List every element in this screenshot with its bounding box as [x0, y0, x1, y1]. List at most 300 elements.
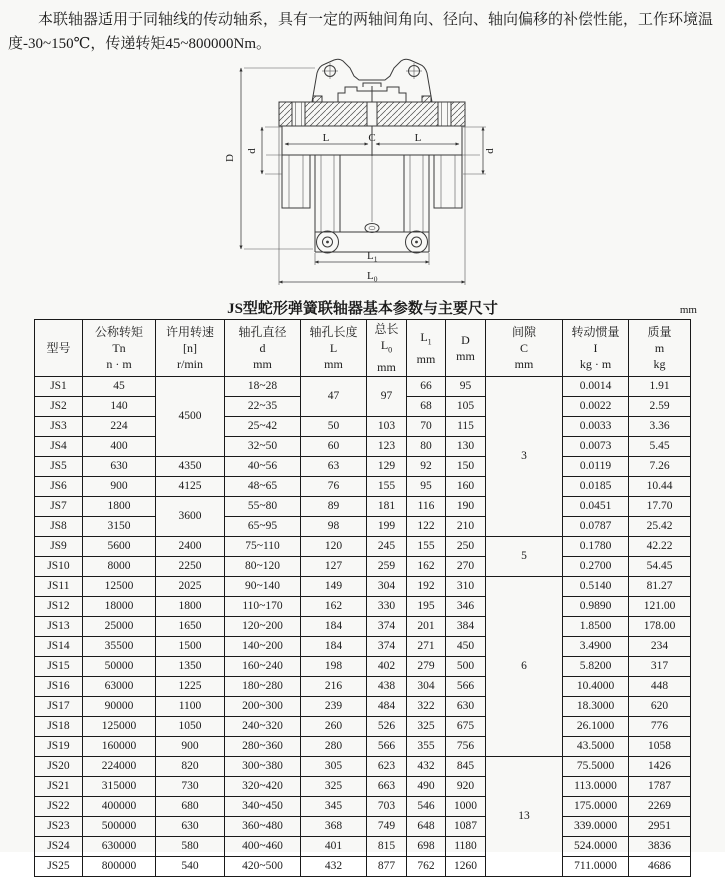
- cell: 149: [301, 577, 367, 597]
- cell: 368: [301, 817, 367, 837]
- cell: 630000: [83, 837, 156, 857]
- cell: 12500: [83, 577, 156, 597]
- table-row: [35, 417, 691, 437]
- cell: 160: [446, 477, 486, 497]
- table-row: [35, 497, 691, 517]
- dim-label-D: D: [223, 154, 236, 162]
- cell: 127: [301, 557, 367, 577]
- table-row: [35, 717, 691, 737]
- cell: 280: [301, 737, 367, 757]
- cell: 162: [301, 597, 367, 617]
- cell: 184: [301, 617, 367, 637]
- column-header: 公称转矩 Tn n · m: [83, 320, 156, 377]
- cell: JS3: [35, 417, 83, 437]
- cell: 130: [446, 437, 486, 457]
- cell: 192: [407, 577, 446, 597]
- cell: 65~95: [225, 517, 301, 537]
- dim-label-d-left: d: [245, 148, 258, 154]
- cell: 160~240: [225, 657, 301, 677]
- cell: 175.0000: [563, 797, 629, 817]
- cell: 32~50: [225, 437, 301, 457]
- cell: 50: [301, 417, 367, 437]
- cell: 26.1000: [563, 717, 629, 737]
- table-row: [35, 377, 691, 397]
- cell: 10.44: [629, 477, 691, 497]
- cell: JS14: [35, 637, 83, 657]
- cell: 500: [446, 657, 486, 677]
- table-row: [35, 837, 691, 857]
- cell: 1058: [629, 737, 691, 757]
- cell: JS16: [35, 677, 83, 697]
- cell: 5600: [83, 537, 156, 557]
- cell: 1225: [156, 677, 225, 697]
- cell: JS1: [35, 377, 83, 397]
- cell: 1650: [156, 617, 225, 637]
- table-row: [35, 577, 691, 597]
- cell: 5.8200: [563, 657, 629, 677]
- cell: 3: [486, 377, 563, 537]
- cell: 155: [407, 537, 446, 557]
- cell: 162: [407, 557, 446, 577]
- cell: 675: [446, 717, 486, 737]
- cell: 1.91: [629, 377, 691, 397]
- cell: 2951: [629, 817, 691, 837]
- cell: 524.0000: [563, 837, 629, 857]
- cell: 125000: [83, 717, 156, 737]
- cell: JS8: [35, 517, 83, 537]
- cell: 3.4900: [563, 637, 629, 657]
- cell: 630: [156, 817, 225, 837]
- cell: 900: [156, 737, 225, 757]
- cell: 1800: [83, 497, 156, 517]
- cell: 200~300: [225, 697, 301, 717]
- cell: 103: [367, 417, 407, 437]
- cell: 210: [446, 517, 486, 537]
- cell: 4125: [156, 477, 225, 497]
- column-header: $L_1$ mm: [407, 320, 446, 377]
- cell: 160000: [83, 737, 156, 757]
- cell: 432: [301, 857, 367, 877]
- cell: 10.4000: [563, 677, 629, 697]
- cell: 54.45: [629, 557, 691, 577]
- cell: 3600: [156, 497, 225, 537]
- cell: 566: [446, 677, 486, 697]
- cell: 0.0787: [563, 517, 629, 537]
- cell: 2025: [156, 577, 225, 597]
- cell: 490: [407, 777, 446, 797]
- table-body: [35, 377, 691, 877]
- cell: 48~65: [225, 477, 301, 497]
- cell: 402: [367, 657, 407, 677]
- cell: 80~120: [225, 557, 301, 577]
- cell: 877: [367, 857, 407, 877]
- cell: 129: [367, 457, 407, 477]
- cell: 438: [367, 677, 407, 697]
- cell: 25.42: [629, 517, 691, 537]
- cell: 4686: [629, 857, 691, 877]
- cell: 270: [446, 557, 486, 577]
- cell: 184: [301, 637, 367, 657]
- cell: 63: [301, 457, 367, 477]
- table-row: [35, 617, 691, 637]
- cell: 0.0185: [563, 477, 629, 497]
- cell: JS2: [35, 397, 83, 417]
- cell: 25~42: [225, 417, 301, 437]
- cell: 920: [446, 777, 486, 797]
- cell: 47: [301, 377, 367, 417]
- cell: 4350: [156, 457, 225, 477]
- cell: 1000: [446, 797, 486, 817]
- coupling-technical-drawing: [182, 56, 544, 296]
- cell: 4500: [156, 377, 225, 457]
- cell: 304: [407, 677, 446, 697]
- cell: 95: [407, 477, 446, 497]
- cell: 240~320: [225, 717, 301, 737]
- cell: 330: [367, 597, 407, 617]
- cell: JS6: [35, 477, 83, 497]
- table-row: [35, 477, 691, 497]
- cell: 384: [446, 617, 486, 637]
- cell: 224000: [83, 757, 156, 777]
- cell: 198: [301, 657, 367, 677]
- cell: 400000: [83, 797, 156, 817]
- cell: 0.0033: [563, 417, 629, 437]
- cell: 0.0119: [563, 457, 629, 477]
- cell: 98: [301, 517, 367, 537]
- table-row: [35, 857, 691, 877]
- table-row: [35, 537, 691, 557]
- cell: 2269: [629, 797, 691, 817]
- cell: 730: [156, 777, 225, 797]
- dim-label-L-left: L: [322, 132, 329, 144]
- table-row: [35, 797, 691, 817]
- cell: 18000: [83, 597, 156, 617]
- cell: 2.59: [629, 397, 691, 417]
- cell: 60: [301, 437, 367, 457]
- cell: 0.5140: [563, 577, 629, 597]
- cell: 271: [407, 637, 446, 657]
- cell: 420~500: [225, 857, 301, 877]
- cell: JS23: [35, 817, 83, 837]
- dim-label-d-right: d: [483, 148, 496, 154]
- header-row: [35, 320, 691, 377]
- cell: 450: [446, 637, 486, 657]
- cell: 663: [367, 777, 407, 797]
- cell: 1050: [156, 717, 225, 737]
- cell: JS21: [35, 777, 83, 797]
- table-row: [35, 597, 691, 617]
- cell: 121.00: [629, 597, 691, 617]
- cell: 5.45: [629, 437, 691, 457]
- cell: 1100: [156, 697, 225, 717]
- cell: 95: [446, 377, 486, 397]
- cell: 325: [407, 717, 446, 737]
- cell: 0.9890: [563, 597, 629, 617]
- cell: 1350: [156, 657, 225, 677]
- cell: JS13: [35, 617, 83, 637]
- cell: 120~200: [225, 617, 301, 637]
- table-row: [35, 517, 691, 537]
- cell: 116: [407, 497, 446, 517]
- table-row: [35, 737, 691, 757]
- cell: 360~480: [225, 817, 301, 837]
- cell: 224: [83, 417, 156, 437]
- cell: 304: [367, 577, 407, 597]
- cell: 195: [407, 597, 446, 617]
- cell: 97: [367, 377, 407, 417]
- cell: 89: [301, 497, 367, 517]
- cell: 317: [629, 657, 691, 677]
- cell: 3150: [83, 517, 156, 537]
- cell: 1.8500: [563, 617, 629, 637]
- cell: 50000: [83, 657, 156, 677]
- cell: 75~110: [225, 537, 301, 557]
- cell: 140: [83, 397, 156, 417]
- cell: 845: [446, 757, 486, 777]
- cell: 762: [407, 857, 446, 877]
- cell: 800000: [83, 857, 156, 877]
- cell: 92: [407, 457, 446, 477]
- cell: JS9: [35, 537, 83, 557]
- cell: 75.5000: [563, 757, 629, 777]
- cell: 623: [367, 757, 407, 777]
- cell: 484: [367, 697, 407, 717]
- cell: 216: [301, 677, 367, 697]
- cell: 178.00: [629, 617, 691, 637]
- cell: 0.0014: [563, 377, 629, 397]
- cell: 339.0000: [563, 817, 629, 837]
- cell: 18.3000: [563, 697, 629, 717]
- spec-table: [34, 319, 691, 877]
- cell: 0.0022: [563, 397, 629, 417]
- cell: 1180: [446, 837, 486, 857]
- cell: JS12: [35, 597, 83, 617]
- cell: 122: [407, 517, 446, 537]
- cell: 22~35: [225, 397, 301, 417]
- cell: 113.0000: [563, 777, 629, 797]
- cell: 42.22: [629, 537, 691, 557]
- column-header: 总长 $L_0$ mm: [367, 320, 407, 377]
- cell: 345: [301, 797, 367, 817]
- cell: 1426: [629, 757, 691, 777]
- dim-label-L-right: L: [414, 132, 421, 144]
- cell: 820: [156, 757, 225, 777]
- cell: 448: [629, 677, 691, 697]
- cell: 1260: [446, 857, 486, 877]
- cell: 63000: [83, 677, 156, 697]
- cell: 105: [446, 397, 486, 417]
- cell: 6: [486, 577, 563, 757]
- cell: 346: [446, 597, 486, 617]
- column-header: D mm: [446, 320, 486, 377]
- cell: 234: [629, 637, 691, 657]
- cell: 55~80: [225, 497, 301, 517]
- table-head: [35, 320, 691, 377]
- cell: JS11: [35, 577, 83, 597]
- cell: 239: [301, 697, 367, 717]
- column-header: 转动惯量 I kg · m: [563, 320, 629, 377]
- cell: 7.26: [629, 457, 691, 477]
- cell: 259: [367, 557, 407, 577]
- cell: 5: [486, 537, 563, 577]
- cell: 648: [407, 817, 446, 837]
- column-header: 质量 m kg: [629, 320, 691, 377]
- cell: 2250: [156, 557, 225, 577]
- cell: 0.0451: [563, 497, 629, 517]
- cell: 711.0000: [563, 857, 629, 877]
- cell: 355: [407, 737, 446, 757]
- cell: 140~200: [225, 637, 301, 657]
- cell: 305: [301, 757, 367, 777]
- cell: 150: [446, 457, 486, 477]
- cell: JS22: [35, 797, 83, 817]
- table-row: [35, 697, 691, 717]
- cell: 1787: [629, 777, 691, 797]
- cell: 500000: [83, 817, 156, 837]
- cell: 300~380: [225, 757, 301, 777]
- table-row: [35, 437, 691, 457]
- dim-label-L1: $L_1$: [366, 250, 377, 264]
- cell: 540: [156, 857, 225, 877]
- cell: 180~280: [225, 677, 301, 697]
- cell: 250: [446, 537, 486, 557]
- cell: 400~460: [225, 837, 301, 857]
- dim-label-C: C: [367, 132, 376, 144]
- cell: 900: [83, 477, 156, 497]
- table-row: [35, 677, 691, 697]
- cell: 76: [301, 477, 367, 497]
- cell: 325: [301, 777, 367, 797]
- cell: 3.36: [629, 417, 691, 437]
- column-header: 型号: [35, 320, 83, 377]
- cell: 90~140: [225, 577, 301, 597]
- cell: JS24: [35, 837, 83, 857]
- table-row: [35, 777, 691, 797]
- cell: 43.5000: [563, 737, 629, 757]
- cell: 17.70: [629, 497, 691, 517]
- cell: 620: [629, 697, 691, 717]
- cell: 401: [301, 837, 367, 857]
- cell: 68: [407, 397, 446, 417]
- cell: 155: [367, 477, 407, 497]
- table-unit-label: mm: [679, 304, 697, 316]
- cell: JS20: [35, 757, 83, 777]
- table-title: JS型蛇形弹簧联轴器基本参数与主要尺寸: [227, 301, 498, 317]
- cell: 279: [407, 657, 446, 677]
- cell: 123: [367, 437, 407, 457]
- column-header: 轴孔直径 d mm: [225, 320, 301, 377]
- cell: 374: [367, 637, 407, 657]
- cell: 322: [407, 697, 446, 717]
- cell: 1087: [446, 817, 486, 837]
- cell: 374: [367, 617, 407, 637]
- cell: 245: [367, 537, 407, 557]
- cell: 45: [83, 377, 156, 397]
- column-header: 间隙 C mm: [486, 320, 563, 377]
- cell: JS10: [35, 557, 83, 577]
- cell: 320~420: [225, 777, 301, 797]
- cell: JS18: [35, 717, 83, 737]
- cell: 3836: [629, 837, 691, 857]
- cell: 0.2700: [563, 557, 629, 577]
- cell: 2400: [156, 537, 225, 557]
- cell: 815: [367, 837, 407, 857]
- cell: 81.27: [629, 577, 691, 597]
- cell: 35500: [83, 637, 156, 657]
- cell: 400: [83, 437, 156, 457]
- cell: 80: [407, 437, 446, 457]
- table-row: [35, 637, 691, 657]
- cell: 340~450: [225, 797, 301, 817]
- dim-label-L0: $L_0$: [366, 270, 377, 284]
- cell: 315000: [83, 777, 156, 797]
- cell: JS5: [35, 457, 83, 477]
- cell: JS19: [35, 737, 83, 757]
- cell: 698: [407, 837, 446, 857]
- cell: 630: [83, 457, 156, 477]
- cell: 70: [407, 417, 446, 437]
- cell: 181: [367, 497, 407, 517]
- cell: 0.0073: [563, 437, 629, 457]
- table-row: [35, 757, 691, 777]
- cell: 190: [446, 497, 486, 517]
- cell: 13: [486, 757, 563, 877]
- cell: 8000: [83, 557, 156, 577]
- cell: 40~56: [225, 457, 301, 477]
- cell: JS17: [35, 697, 83, 717]
- cell: 115: [446, 417, 486, 437]
- cell: 280~360: [225, 737, 301, 757]
- cell: 566: [367, 737, 407, 757]
- cell: 580: [156, 837, 225, 857]
- cell: 18~28: [225, 377, 301, 397]
- cell: 90000: [83, 697, 156, 717]
- table-row: [35, 657, 691, 677]
- cell: 199: [367, 517, 407, 537]
- table-row: [35, 557, 691, 577]
- coupling-drawing-svg: [182, 56, 544, 296]
- cell: 66: [407, 377, 446, 397]
- cell: 703: [367, 797, 407, 817]
- cell: 432: [407, 757, 446, 777]
- cell: 546: [407, 797, 446, 817]
- cell: 201: [407, 617, 446, 637]
- cell: 776: [629, 717, 691, 737]
- cell: 110~170: [225, 597, 301, 617]
- cell: 0.1780: [563, 537, 629, 557]
- table-row: [35, 817, 691, 837]
- cell: 25000: [83, 617, 156, 637]
- cell: JS4: [35, 437, 83, 457]
- cell: JS7: [35, 497, 83, 517]
- cell: 526: [367, 717, 407, 737]
- intro-paragraph: 本联轴器适用于同轴线的传动轴系，具有一定的两轴间角向、径向、轴向偏移的补偿性能，工作环境温度-30~150℃，传递转矩45~800000Nm。: [8, 12, 714, 52]
- cell: 260: [301, 717, 367, 737]
- column-header: 轴孔长度 L mm: [301, 320, 367, 377]
- cell: JS15: [35, 657, 83, 677]
- cell: 756: [446, 737, 486, 757]
- cell: 1800: [156, 597, 225, 617]
- cell: 630: [446, 697, 486, 717]
- cell: 749: [367, 817, 407, 837]
- cell: 310: [446, 577, 486, 597]
- cell: 1500: [156, 637, 225, 657]
- cell: 680: [156, 797, 225, 817]
- cell: 120: [301, 537, 367, 557]
- column-header: 许用转速 [n] r/min: [156, 320, 225, 377]
- table-row: [35, 457, 691, 477]
- cell: JS25: [35, 857, 83, 877]
